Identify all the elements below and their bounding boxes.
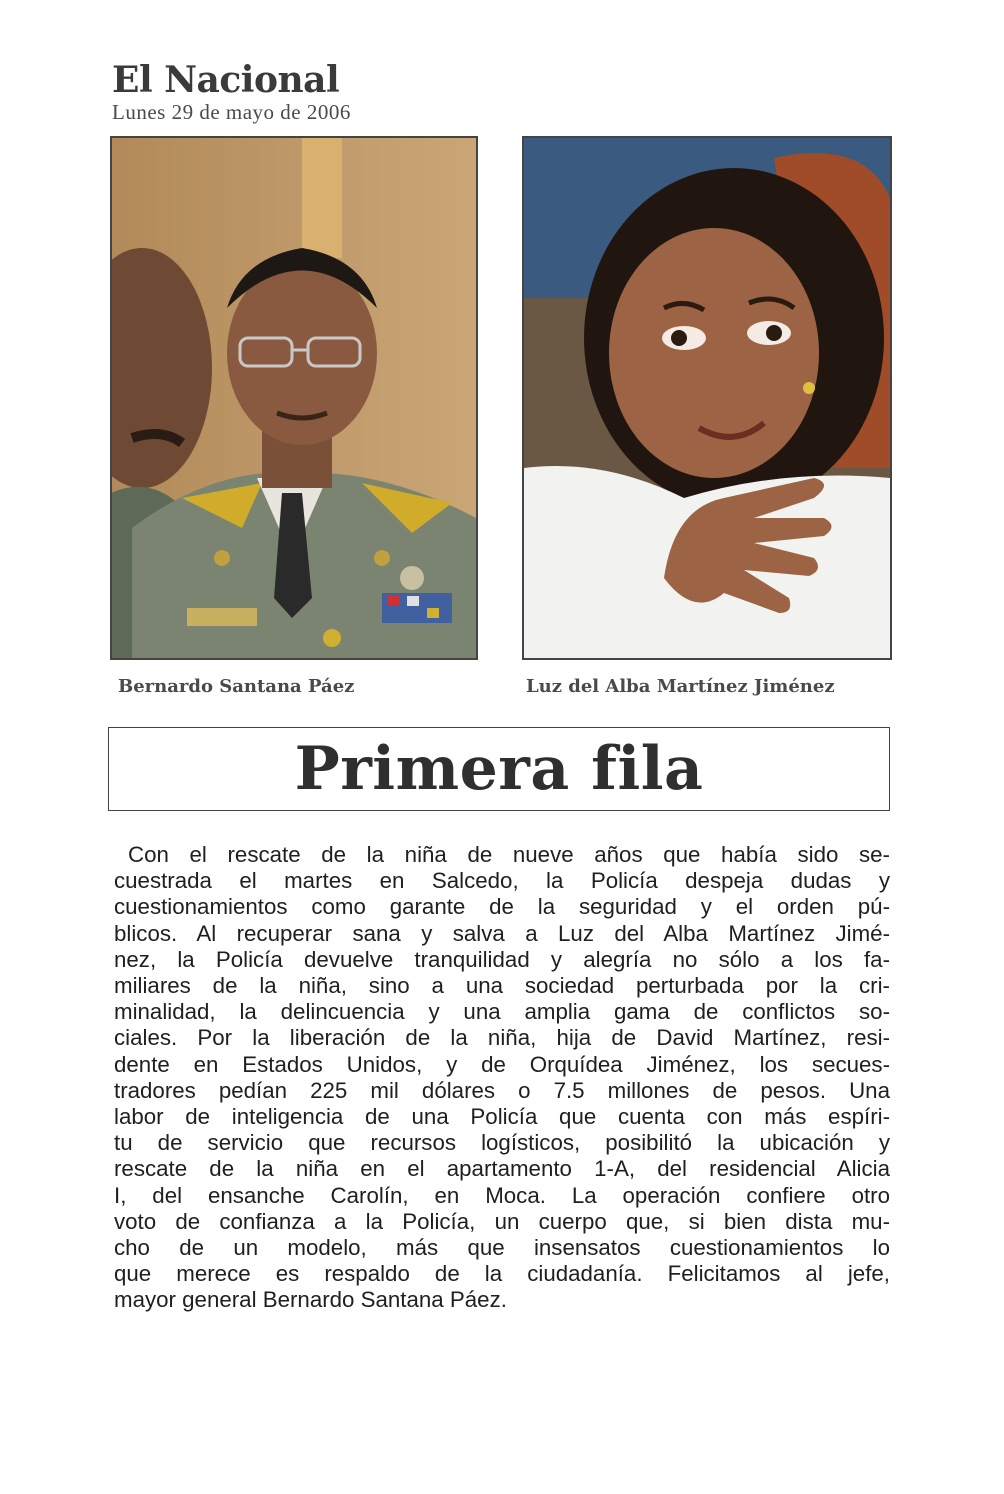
headline: Primera fila [294, 734, 704, 804]
article-line: Con el rescate de la niña de nueve años que había sido se- [128, 842, 890, 867]
article-line: dente en Estados Unidos, y de Orquídea Jiménez, los secues- [114, 1051, 890, 1077]
article-line: miliares de la niña, sino a una sociedad perturbada por la cri- [114, 973, 890, 999]
article-line: minalidad, la delincuencia y una amplia gama de conflictos so- [114, 999, 890, 1025]
article-line: tu de servicio que recursos logísticos, posibilitó la ubicación y [114, 1130, 890, 1156]
article-line: cho de un modelo, más que insensatos cuestionamientos lo [114, 1235, 890, 1261]
headline-box [108, 727, 890, 811]
officer-photo-image [112, 138, 476, 658]
article-line: voto de confianza a la Policía, un cuerpo que, si bien dista mu- [114, 1208, 890, 1234]
article-line: ciales. Por la liberación de la niña, hija de David Martínez, resi- [114, 1025, 890, 1051]
girl-photo-caption: Luz del Alba Martínez Jiménez [526, 676, 835, 697]
officer-photo [110, 136, 478, 660]
article-line: mayor general Bernardo Santana Páez. [114, 1287, 507, 1313]
masthead [112, 60, 351, 124]
article-line: I, del ensanche Carolín, en Moca. La operación confiere otro [114, 1182, 890, 1208]
article-line: rescate de la niña en el apartamento 1-A, del residencial Alicia [114, 1156, 890, 1182]
article-line: blicos. Al recuperar sana y salva a Luz del Alba Martínez Jimé- [114, 920, 890, 946]
girl-photo [522, 136, 892, 660]
article-line: cuestrada el martes en Salcedo, la Policía despeja dudas y [114, 868, 890, 894]
publication-date: Lunes 29 de mayo de 2006 [112, 100, 351, 124]
article-line: cuestionamientos como garante de la seguridad y el orden pú- [114, 894, 890, 920]
officer-photo-caption: Bernardo Santana Páez [118, 676, 355, 697]
article-body [114, 842, 890, 1314]
girl-photo-image [524, 138, 890, 658]
article-line: labor de inteligencia de una Policía que cuenta con más espíri- [114, 1104, 890, 1130]
article-line: que merece es respaldo de la ciudadanía. Felicitamos al jefe, [114, 1261, 890, 1287]
publication-name: El Nacional [112, 59, 340, 101]
article-line: nez, la Policía devuelve tranquilidad y alegría no sólo a los fa- [114, 946, 890, 972]
article-line: tradores pedían 225 mil dólares o 7.5 millones de pesos. Una [114, 1077, 890, 1103]
